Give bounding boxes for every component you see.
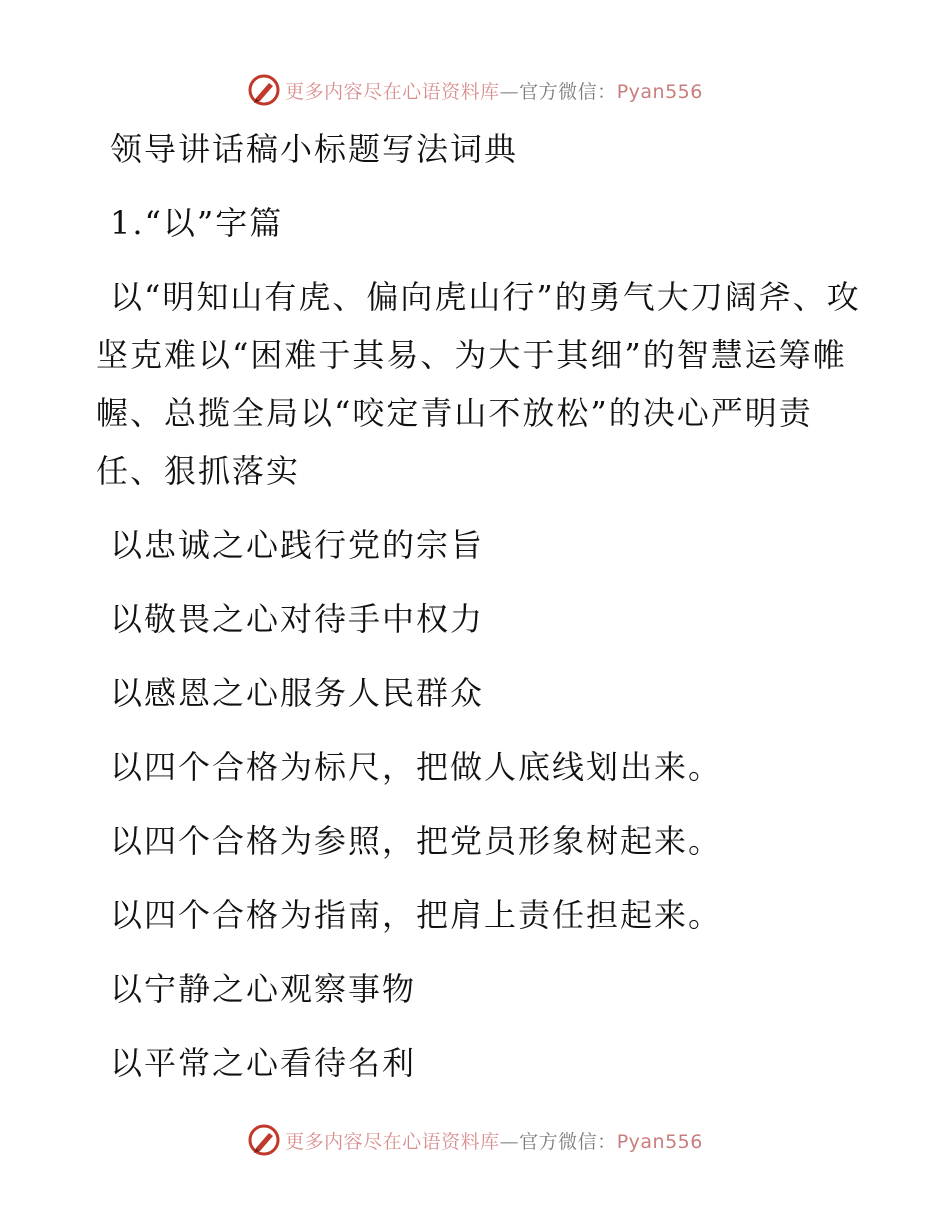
document-body bbox=[96, 120, 866, 1092]
list-item: 以忠诚之心践行党的宗旨 bbox=[110, 526, 485, 564]
banner-dash: — bbox=[499, 80, 520, 103]
footer-banner bbox=[0, 1120, 950, 1160]
list-item: 以平常之心看待名利 bbox=[110, 1044, 417, 1082]
banner-prefix: 更多内容尽在心语资料库 bbox=[285, 80, 500, 103]
document-title: 领导讲话稿小标题写法词典 bbox=[110, 130, 519, 168]
banner-wechat-label: 官方微信： bbox=[519, 80, 617, 103]
section-heading: 1.“以”字篇 bbox=[110, 204, 284, 242]
pen-logo-icon bbox=[247, 73, 281, 107]
banner-wechat-label: 官方微信： bbox=[519, 1130, 617, 1153]
banner-prefix: 更多内容尽在心语资料库 bbox=[285, 1130, 500, 1153]
banner-dash: — bbox=[499, 1130, 520, 1153]
header-banner bbox=[0, 70, 950, 110]
banner-text bbox=[285, 1127, 703, 1154]
banner-wechat-id: Pyan556 bbox=[616, 80, 703, 103]
list-item: 以四个合格为指南，把肩上责任担起来。 bbox=[110, 896, 723, 934]
banner-wechat-id: Pyan556 bbox=[616, 1130, 703, 1153]
list-item: 以宁静之心观察事物 bbox=[110, 970, 417, 1008]
list-item: 以敬畏之心对待手中权力 bbox=[110, 600, 485, 638]
pen-logo-icon bbox=[247, 1123, 281, 1157]
intro-paragraph: 以“明知山有虎、偏向虎山行”的勇气大刀阔斧、攻坚克难以“困难于其易、为大于其细”的智慧运筹帷幄、总揽全局以“咬定青山不放松”的决心严明责任、狠抓落实 bbox=[96, 278, 861, 490]
list-item: 以四个合格为标尺，把做人底线划出来。 bbox=[110, 748, 723, 786]
banner-text bbox=[285, 77, 703, 104]
list-item: 以感恩之心服务人民群众 bbox=[110, 674, 485, 712]
list-item: 以四个合格为参照，把党员形象树起来。 bbox=[110, 822, 723, 860]
